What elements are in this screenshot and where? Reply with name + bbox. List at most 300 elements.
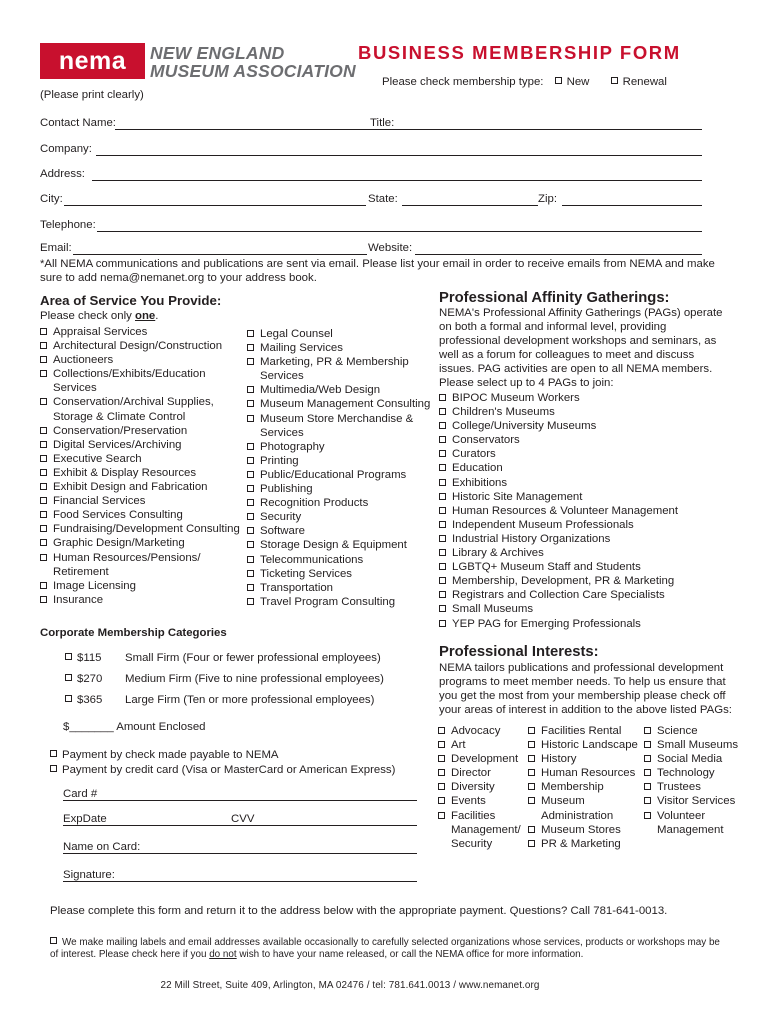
service-option-label: Museum Store Merchandise & Services [260,412,414,439]
pag-option-label: Registrars and Collection Care Specialists [452,589,665,602]
checkbox-icon[interactable] [40,511,47,518]
interest-option-label: Facilities Management/ Security [451,809,521,850]
telephone-field[interactable] [97,231,702,232]
service-option-label: Telecommunications [260,553,364,566]
pag-option-label: LGBTQ+ Museum Staff and Students [452,561,641,574]
service-option[interactable] [247,468,437,482]
interest-option[interactable] [528,780,643,794]
checkbox-icon[interactable] [644,769,651,776]
service-option[interactable] [40,452,245,466]
corporate-category-option[interactable] [65,673,384,685]
interest-option-label: Art [451,739,466,752]
interest-option[interactable] [438,752,530,766]
checkbox-icon[interactable] [644,727,651,734]
category-description: Medium Firm (Five to nine professional employees) [125,673,384,685]
email-field[interactable] [73,254,367,255]
service-option[interactable] [40,551,245,579]
service-option[interactable] [247,538,437,552]
expiry-row [63,813,417,827]
pag-option[interactable] [439,461,739,475]
checkbox-icon[interactable] [40,539,47,546]
interest-option-label: Development [451,753,519,766]
service-option[interactable] [40,395,245,423]
checkbox-icon[interactable] [247,415,254,422]
pag-option[interactable] [439,391,739,405]
service-option[interactable] [40,325,245,339]
service-option[interactable] [247,510,437,524]
pag-option[interactable] [439,433,739,447]
pag-option[interactable] [439,602,739,616]
corporate-category-option[interactable] [65,694,374,706]
checkbox-icon[interactable] [438,741,445,748]
checkbox-icon[interactable] [65,653,72,660]
service-option-label: Legal Counsel [260,328,333,340]
company-row [40,143,702,157]
pag-option-label: Education [452,462,503,475]
service-option-label: Exhibit Design and Fabrication [53,481,208,494]
pay-by-check-option[interactable] [50,749,279,761]
checkbox-icon[interactable] [247,584,254,591]
membership-type-label: Please check membership type: [382,76,544,88]
service-option[interactable] [40,438,245,452]
service-option-label: Mailing Services [260,342,343,355]
interest-option-label: Historic Landscape [541,739,638,752]
interest-option-label: History [541,753,577,766]
footer-address: 22 Mill Street, Suite 409, Arlington, MA 02476 / tel: 781.641.0013 / www.nemanet.org [160,980,540,991]
interest-option[interactable] [528,766,643,780]
title-field[interactable] [394,129,702,130]
company-field[interactable] [96,155,702,156]
checkbox-icon[interactable] [40,525,47,532]
pag-option-label: Historic Site Management [452,490,583,503]
interest-option[interactable] [528,837,643,851]
mailing-optout-option[interactable] [50,937,730,962]
checkbox-icon[interactable] [439,408,446,415]
pag-option[interactable] [439,588,739,602]
address-field[interactable] [92,180,702,181]
signature-label: Signature: [63,869,115,881]
interest-option-label: Facilities Rental [541,725,622,737]
service-option-label: Storage Design & Equipment [260,539,407,552]
checkbox-icon[interactable] [644,797,651,804]
pag-option[interactable] [439,405,739,419]
city-row [40,193,702,207]
address-row [40,168,702,182]
interest-option[interactable] [644,780,744,794]
pag-option[interactable] [439,504,739,518]
interest-option-label: Museum Stores [541,823,621,836]
pag-option-label: Library & Archives [452,547,544,560]
service-option[interactable] [247,440,437,454]
category-description: Large Firm (Ten or more professional employees) [125,694,375,706]
service-option[interactable] [247,524,437,538]
service-option-label: Collections/Exhibits/Education Services [53,368,206,395]
service-option[interactable] [247,553,437,567]
service-option-label: Recognition Products [260,497,369,510]
interest-option[interactable] [644,809,744,837]
checkbox-icon[interactable] [247,598,254,605]
email-row [40,242,702,256]
interest-option-label: Advocacy [451,725,501,737]
affinity-list [439,391,739,631]
checkbox-icon[interactable] [439,450,446,457]
service-option[interactable] [247,355,437,383]
checkbox-icon[interactable] [50,750,57,757]
checkbox-icon[interactable] [40,441,47,448]
pag-option[interactable] [439,447,739,461]
interest-option[interactable] [438,794,530,808]
checkbox-icon[interactable] [644,755,651,762]
interest-option-label: Director [451,767,491,780]
checkbox-icon[interactable] [528,826,535,833]
service-option-label: Transportation [260,581,334,594]
checkbox-icon[interactable] [644,783,651,790]
checkbox-icon[interactable] [50,937,57,944]
mailing-text-b: wish to have your name released, or call the NEMA office for more information. [236,949,584,961]
checkbox-icon[interactable] [40,483,47,490]
name-on-card-label: Name on Card: [63,841,141,853]
interest-option[interactable] [438,738,530,752]
pag-option[interactable] [439,532,739,546]
email-note: *All NEMA communications and publications are sent via email. Please list your email in order to receive emails from NEMA and make sure to add nema@nemanet.org to your address book. [40,258,715,284]
interest-option-label: Social Media [657,753,723,766]
pag-option-label: Independent Museum Professionals [452,518,634,531]
form-title: BUSINESS MEMBERSHIP FORM [358,42,681,63]
interest-option[interactable] [644,752,744,766]
card-number-field[interactable] [63,800,417,801]
service-option[interactable] [40,579,245,593]
category-price: $270 [77,673,103,685]
checkbox-icon[interactable] [65,674,72,681]
interest-option-label: Human Resources [541,767,636,780]
pay-by-card-option[interactable] [50,764,395,776]
service-option[interactable] [40,367,245,395]
interest-option[interactable] [644,794,744,808]
service-option[interactable] [247,397,437,411]
checkbox-icon[interactable] [247,570,254,577]
return-instructions: Please complete this form and return it to the address below with the appropriate payment. Questions? Call 781-641-0013. [50,905,668,917]
checkbox-icon[interactable] [439,620,446,627]
checkbox-icon[interactable] [644,812,651,819]
service-option-label: Marketing, PR & Membership Services [260,356,409,383]
checkbox-icon[interactable] [40,469,47,476]
pag-option[interactable] [439,617,739,631]
checkbox-icon[interactable] [247,344,254,351]
pag-option[interactable] [439,518,739,532]
name-on-card-row [63,841,417,855]
checkbox-icon[interactable] [528,840,535,847]
interest-option[interactable] [528,738,643,752]
checkbox-icon[interactable] [439,464,446,471]
pag-option[interactable] [439,574,739,588]
service-option[interactable] [247,383,437,397]
service-option-label: Security [260,511,302,524]
checkbox-icon[interactable] [439,422,446,429]
checkbox-icon[interactable] [439,493,446,500]
checkbox-icon[interactable] [40,328,47,335]
checkbox-icon[interactable] [438,769,445,776]
checkbox-icon[interactable] [40,427,47,434]
service-option-label: Architectural Design/Construction [53,340,223,353]
checkbox-icon[interactable] [247,485,254,492]
interest-option-label: Membership [541,781,604,794]
service-option[interactable] [247,327,437,341]
cvv-field[interactable] [231,825,417,826]
category-price: $365 [77,694,103,706]
service-option-label: Multimedia/Web Design [260,384,381,397]
service-option[interactable] [247,482,437,496]
card-number-row [63,788,417,802]
checkbox-icon[interactable] [438,797,445,804]
zip-field[interactable] [562,205,702,206]
service-option-label: Photography [260,440,325,453]
pag-option-label: Membership, Development, PR & Marketing [452,575,675,588]
nema-logo [40,43,356,81]
card-number-label: Card # [63,788,98,800]
checkbox-icon[interactable] [439,591,446,598]
service-option[interactable] [40,522,245,536]
checkbox-icon[interactable] [611,77,618,84]
checkbox-icon[interactable] [438,812,445,819]
interest-option-label: Diversity [451,781,495,794]
service-option-label: Auctioneers [53,354,114,367]
checkbox-icon[interactable] [438,783,445,790]
checkbox-icon[interactable] [65,695,72,702]
contact-row-1 [40,117,702,131]
service-option-label: Printing [260,454,299,467]
service-option[interactable] [40,424,245,438]
pag-option-label: Children's Museums [452,406,555,419]
zip-label: Zip: [538,193,557,205]
service-option[interactable] [247,496,437,510]
checkbox-icon[interactable] [40,554,47,561]
checkbox-icon[interactable] [439,479,446,486]
name-on-card-field[interactable] [63,853,417,854]
checkbox-icon[interactable] [247,400,254,407]
service-option[interactable] [40,480,245,494]
interest-option-label: Technology [657,767,715,780]
cvv-label: CVV [231,813,255,825]
service-option[interactable] [40,508,245,522]
checkbox-icon[interactable] [439,577,446,584]
interest-option[interactable] [528,752,643,766]
pag-option[interactable] [439,546,739,560]
state-label: State: [368,193,398,205]
interest-option[interactable] [528,724,643,738]
mailing-text-emphasis: do not [209,949,237,961]
interest-option-label: Museum Administration [541,795,614,822]
interests-column-3 [644,724,744,837]
interest-option-label: Small Museums [657,739,739,752]
service-option[interactable] [247,454,437,468]
service-option[interactable] [40,339,245,353]
city-field[interactable] [64,205,366,206]
interest-option-label: Visitor Services [657,795,736,808]
pag-option[interactable] [439,476,739,490]
interest-option[interactable] [644,724,744,738]
service-option-label: Public/Educational Programs [260,468,407,481]
state-field[interactable] [402,205,538,206]
checkbox-icon[interactable] [439,605,446,612]
checkbox-icon[interactable] [40,596,47,603]
service-option-label: Food Services Consulting [53,509,183,522]
pag-option-label: Small Museums [452,603,534,616]
pag-option-label: BIPOC Museum Workers [452,392,580,404]
service-option[interactable] [40,536,245,550]
service-option[interactable] [247,567,437,581]
checkbox-icon[interactable] [40,455,47,462]
membership-type-row [382,76,667,88]
affinity-heading: Professional Affinity Gatherings: [439,290,670,306]
checkbox-icon[interactable] [247,386,254,393]
checkbox-icon[interactable] [439,394,446,401]
pag-option[interactable] [439,419,739,433]
telephone-row [40,219,702,233]
service-option-label: Museum Management Consulting [260,398,431,411]
checkbox-icon[interactable] [439,436,446,443]
interest-option[interactable] [644,738,744,752]
checkbox-icon[interactable] [247,471,254,478]
category-description: Small Firm (Four or fewer professional employees) [125,652,381,664]
checkbox-icon[interactable] [528,741,535,748]
interest-option[interactable] [438,724,530,738]
checkbox-icon[interactable] [247,541,254,548]
checkbox-icon[interactable] [528,797,535,804]
note-prefix: Please check only [40,310,135,322]
corporate-category-option[interactable] [65,652,381,664]
service-option[interactable] [40,353,245,367]
checkbox-icon[interactable] [528,783,535,790]
interests-column-1 [438,724,530,851]
note-suffix: . [155,310,159,322]
type-new-option[interactable] [555,76,590,88]
checkbox-icon[interactable] [528,727,535,734]
service-option-label: Human Resources/Pensions/ Retirement [53,551,201,578]
service-option-label: Image Licensing [53,579,136,592]
pay-by-card-label: Payment by credit card (Visa or MasterCard or American Express) [62,764,396,776]
category-price: $115 [77,652,102,664]
checkbox-icon[interactable] [247,330,254,337]
signature-field[interactable] [63,881,417,882]
interest-option-label: PR & Marketing [541,837,621,850]
checkbox-icon[interactable] [555,77,562,84]
checkbox-icon[interactable] [439,535,446,542]
checkbox-icon[interactable] [439,521,446,528]
print-note: (Please print clearly) [40,89,144,101]
interest-option[interactable] [438,809,530,851]
checkbox-icon[interactable] [528,755,535,762]
exp-date-field[interactable] [63,825,231,826]
checkbox-icon[interactable] [247,527,254,534]
interests-intro: NEMA tailors publications and professional development programs to meet member needs. To help us ensure that you get the most from your membership please check off your areas of interest in addition to the above listed PAGs: [439,662,732,717]
checkbox-icon[interactable] [438,727,445,734]
pag-option-label: Exhibitions [452,476,508,489]
service-option-label: Financial Services [53,495,146,508]
pay-by-check-label: Payment by check made payable to NEMA [62,749,279,761]
interest-option-label: Volunteer Management [657,809,724,836]
service-option-label: Fundraising/Development Consulting [53,523,240,536]
pag-option-label: YEP PAG for Emerging Professionals [452,617,641,630]
service-option-label: Conservation/Preservation [53,424,188,437]
service-option[interactable] [40,466,245,480]
affinity-intro: NEMA's Professional Affinity Gatherings (PAGs) operate on both a formal and informal level, providing professional development workshops and seminars, as well as a forum for colleagues to meet and discuss issues. PAG activities are open to all NEMA members. Please select up to 4 PAGs to join: [439,307,723,390]
checkbox-icon[interactable] [40,356,47,363]
interest-option-label: Events [451,795,486,808]
service-option[interactable] [247,581,437,595]
pag-option-label: College/University Museums [452,420,597,433]
type-new-label: New [566,76,590,88]
checkbox-icon[interactable] [247,556,254,563]
service-option[interactable] [247,412,437,440]
service-option-label: Publishing [260,483,313,496]
checkbox-icon[interactable] [40,398,47,405]
checkbox-icon[interactable] [528,769,535,776]
service-option-label: Exhibit & Display Resources [53,466,197,479]
pag-option[interactable] [439,560,739,574]
checkbox-icon[interactable] [439,563,446,570]
amount-enclosed[interactable]: $_______ Amount Enclosed [63,721,206,733]
company-label: Company: [40,143,92,155]
checkbox-icon[interactable] [40,497,47,504]
checkbox-icon[interactable] [247,513,254,520]
checkbox-icon[interactable] [247,358,254,365]
service-option[interactable] [40,494,245,508]
website-label: Website: [368,242,413,254]
checkbox-icon[interactable] [247,457,254,464]
interest-option[interactable] [528,794,643,822]
checkbox-icon[interactable] [439,507,446,514]
service-option-label: Insurance [53,593,104,606]
contact-name-field[interactable] [115,129,407,130]
interest-option-label: Trustees [657,781,701,794]
interest-option[interactable] [438,780,530,794]
checkbox-icon[interactable] [40,342,47,349]
interests-column-2 [528,724,643,851]
interest-option[interactable] [528,823,643,837]
mailing-text-a: We make mailing labels and email addresses available occasionally to carefully selected organizations whose services, products or workshops may be of interest. Please check here if you [50,937,720,961]
checkbox-icon[interactable] [438,755,445,762]
checkbox-icon[interactable] [439,549,446,556]
title-label: Title: [370,117,395,129]
checkbox-icon[interactable] [247,499,254,506]
pag-option-label: Industrial History Organizations [452,532,611,545]
service-option-label: Software [260,525,305,538]
checkbox-icon[interactable] [40,582,47,589]
checkbox-icon[interactable] [40,370,47,377]
pag-option[interactable] [439,490,739,504]
pag-option-label: Human Resources & Volunteer Management [452,504,679,517]
type-renewal-label: Renewal [622,76,667,88]
area-of-service-heading: Area of Service You Provide: [40,293,222,308]
address-label: Address: [40,168,85,180]
service-option-label: Executive Search [53,452,142,465]
interest-option[interactable] [438,766,530,780]
service-option-label: Digital Services/Archiving [53,438,182,451]
interest-option[interactable] [644,766,744,780]
area-of-service-note [40,310,158,322]
service-option[interactable] [40,593,245,607]
website-field[interactable] [415,254,702,255]
checkbox-icon[interactable] [644,741,651,748]
note-emphasis: one [134,310,156,322]
checkbox-icon[interactable] [247,443,254,450]
logo-mark: nema [40,43,145,79]
service-option[interactable] [247,341,437,355]
checkbox-icon[interactable] [50,765,57,772]
email-label: Email: [40,242,72,254]
type-renewal-option[interactable] [611,76,667,88]
service-option[interactable] [247,595,437,609]
